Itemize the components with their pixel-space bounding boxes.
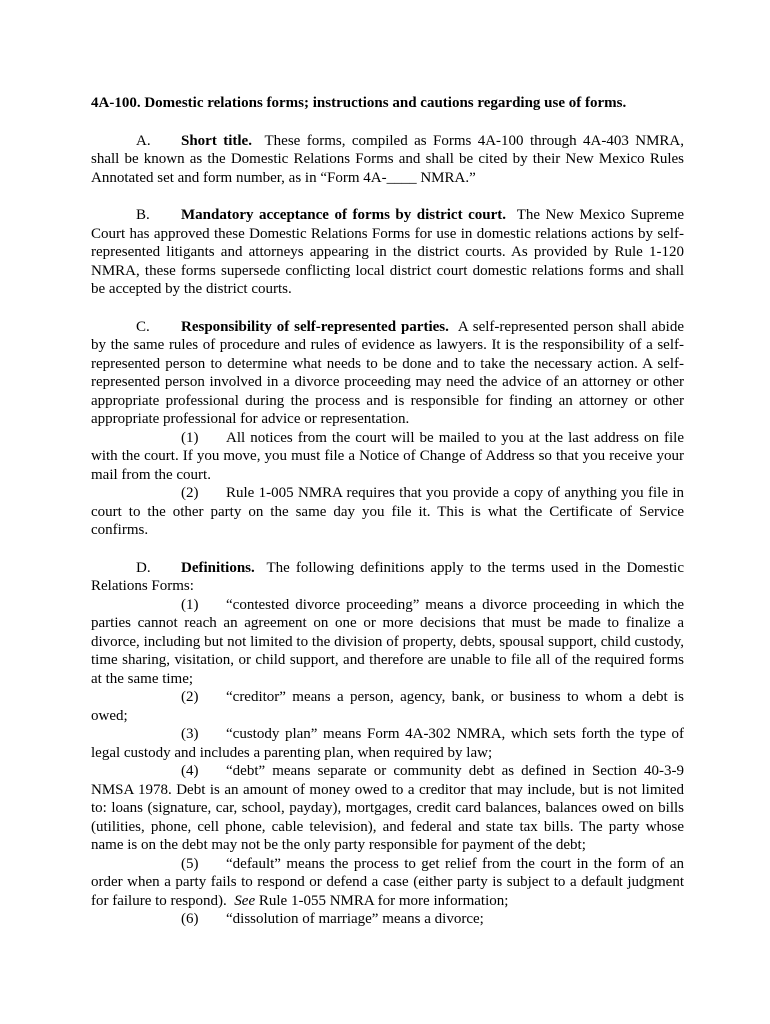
item-number: (2) <box>181 689 199 705</box>
section-b-heading: Mandatory acceptance of forms by district court. <box>181 207 506 223</box>
item-number: (1) <box>181 596 199 613</box>
item-number: (5) <box>181 855 199 872</box>
section-a <box>91 132 684 188</box>
section-b-letter: B. <box>136 207 150 223</box>
section-a-paragraph <box>91 132 684 188</box>
definition-item-5 <box>91 855 684 911</box>
item-text-continued: Rule 1-055 NMRA for more information; <box>258 892 509 909</box>
section-d-paragraph <box>91 559 684 596</box>
section-a-heading: Short title. <box>181 132 252 149</box>
item-text: “custody plan” means Form 4A-302 NMRA, which sets forth the type of legal custody and includes a parenting plan, when required by law; <box>91 726 684 761</box>
item-number: (2) <box>181 485 199 501</box>
item-text: “default” means the process to get relief from the court in the form of an order when a party fails to respond or defend a case (either party is subject to a default judgment for failure to respond). <box>91 855 684 909</box>
section-b-paragraph <box>91 206 684 299</box>
section-d-text: The following definitions apply to the terms used in the Domestic Relations Forms: <box>91 559 684 594</box>
section-c-paragraph <box>91 318 684 429</box>
definition-item-1 <box>91 596 684 689</box>
item-text: “dissolution of marriage” means a divorce; <box>226 911 484 927</box>
item-text: “contested divorce proceeding” means a divorce proceeding in which the parties cannot reach an agreement on one or more decisions that must be made to finalize a divorce, including but not limited to the division of property, debts, spousal support, child custody, time sharing, visitation, or child support, and therefore are unable to file all of the required forms at the same time; <box>91 596 684 687</box>
item-number: (6) <box>181 911 199 927</box>
section-c-item-2 <box>91 484 684 540</box>
item-number: (1) <box>181 429 199 446</box>
definition-item-3 <box>91 725 684 762</box>
section-c-text: A self-represented person shall abide by the same rules of procedure and rules of evidence as lawyers. It is the responsibility of a self-represented person to determine what needs to be done and to take the necessary action. A self-represented person involved in a divorce proceeding may need the advice of an attorney or other appropriate professional during the process and is responsible for finding an attorney or other appropriate professional for advice or representation. <box>91 318 684 427</box>
item-text: “creditor” means a person, agency, bank, or business to whom a debt is owed; <box>91 689 684 724</box>
section-d <box>91 559 684 929</box>
document-title: 4A-100. Domestic relations forms; instructions and cautions regarding use of forms. <box>91 95 627 111</box>
section-c-item-1 <box>91 429 684 485</box>
definition-item-6 <box>91 910 684 929</box>
section-c-letter: C. <box>136 318 150 335</box>
item-text: All notices from the court will be mailed to you at the last address on file with the court. If you move, you must file a Notice of Change of Address so that you receive your mail from the court. <box>91 429 684 483</box>
item-text: Rule 1-005 NMRA requires that you provide a copy of anything you file in court to the other party on the same day you file it. This is what the Certificate of Service confirms. <box>91 485 684 538</box>
section-d-heading: Definitions. <box>181 559 255 576</box>
section-b <box>91 206 684 299</box>
definition-item-2 <box>91 688 684 725</box>
item-number: (4) <box>181 763 199 779</box>
section-c <box>91 318 684 540</box>
section-c-heading: Responsibility of self-represented parties. <box>181 318 449 335</box>
section-a-text: These forms, compiled as Forms 4A-100 through 4A-403 NMRA, shall be known as the Domestic Relations Forms and shall be cited by their New Mexico Rules Annotated set and form number, as in “Form 4A-____ NMRA.” <box>91 132 684 186</box>
see-reference: See <box>234 892 256 909</box>
item-number: (3) <box>181 726 199 742</box>
section-a-letter: A. <box>136 132 151 149</box>
definition-item-4 <box>91 762 684 855</box>
section-d-letter: D. <box>136 559 151 576</box>
section-b-text: The New Mexico Supreme Court has approved these Domestic Relations Forms for use in domestic relations actions by self-represented litigants and attorneys appearing in the district courts. As provided by Rule 1-120 NMRA, these forms supersede conflicting local district court domestic relations forms and shall be accepted by the district courts. <box>91 207 684 297</box>
item-text: “debt” means separate or community debt as defined in Section 40-3-9 NMSA 1978. Debt is an amount of money owed to a creditor that may include, but is not limited to: loans (signature, car, school, payday), mortgages, credit card balances, balances owed on bills (utilities, phone, cell phone, cable television), and federal and state tax bills. The party whose name is on the debt may not be the only party responsible for payment of the debt; <box>91 763 684 853</box>
